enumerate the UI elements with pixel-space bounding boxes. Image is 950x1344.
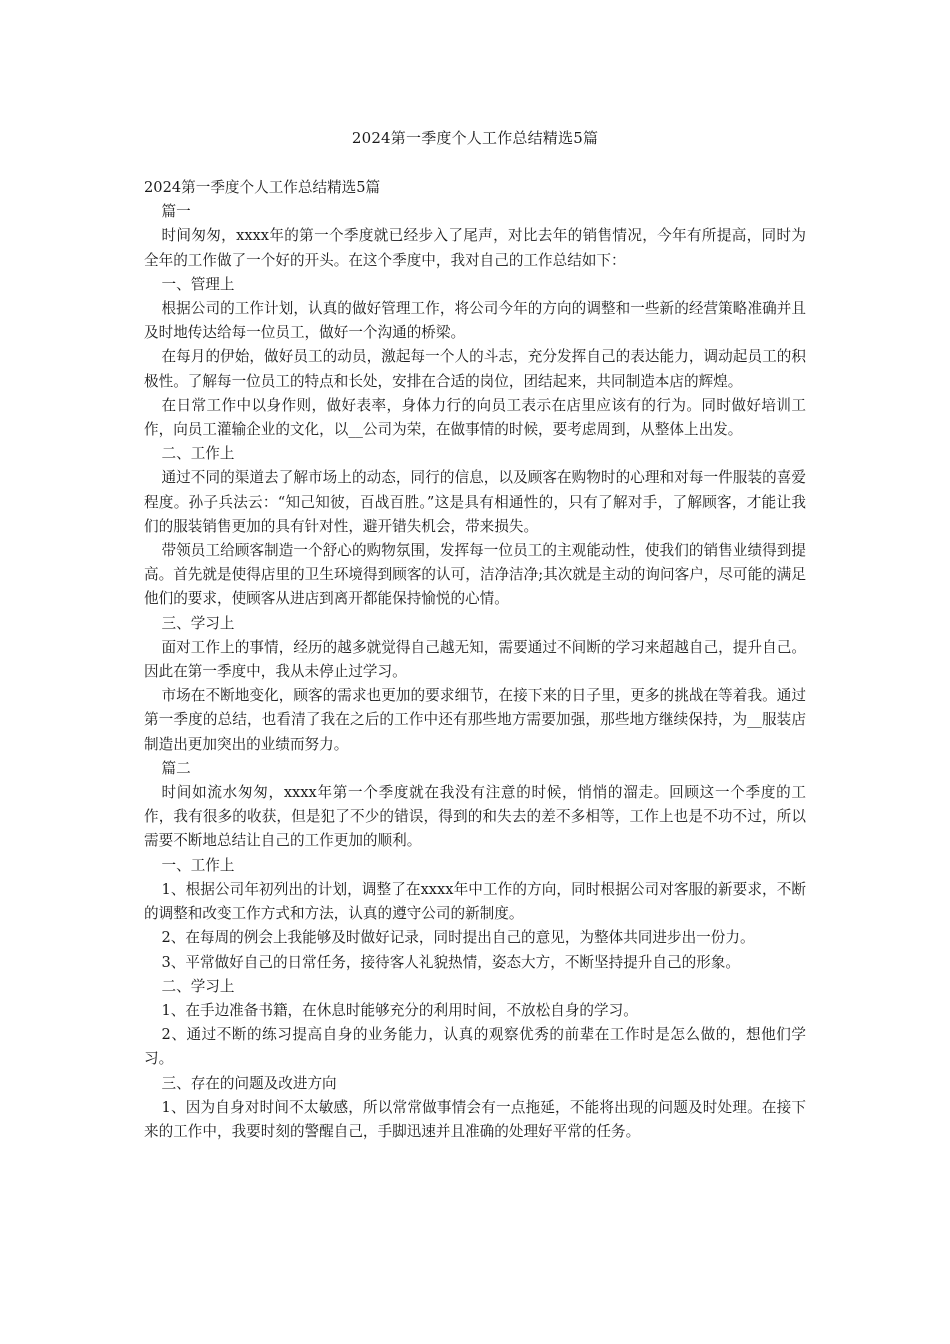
paragraph: 根据公司的工作计划，认真的做好管理工作，将公司今年的方向的调整和一些新的经营策略准确并且及时地传达给每一位员工，做好一个沟通的桥梁。 xyxy=(144,300,806,342)
document-body xyxy=(144,176,806,1144)
list-item: 2、通过不断的练习提高自身的业务能力，认真的观察优秀的前辈在工作时是怎么做的，想他们学习。 xyxy=(144,1026,806,1068)
list-item: 3、平常做好自己的日常任务，接待客人礼貌热情，姿态大方，不断坚持提升自己的形象。 xyxy=(161,953,740,971)
list-item: 1、根据公司年初列出的计划，调整了在xxxx年中工作的方向，同时根据公司对客服的新要求，不断的调整和改变工作方式和方法，认真的遵守公司的新制度。 xyxy=(144,880,806,923)
list-item: 2、在每周的例会上我能够及时做好记录，同时提出自己的意见，为整体共同进步出一份力。 xyxy=(161,929,755,947)
paragraph: 面对工作上的事情，经历的越多就觉得自己越无知，需要通过不间断的学习来超越自己，提升自己。因此在第一季度中，我从未停止过学习。 xyxy=(144,638,806,681)
paragraph: 在日常工作中以身作则，做好表率，身体力行的向员工表示在店里应该有的行为。同时做好培训工作，向员工灌输企业的文化，以__公司为荣，在做事情的时候，要考虑周到，从整体上出发。 xyxy=(144,396,806,439)
section-heading: 三、存在的问题及改进方向 xyxy=(161,1074,337,1092)
section-heading: 三、学习上 xyxy=(161,614,235,632)
section-heading: 一、管理上 xyxy=(161,275,235,293)
section-heading: 一、工作上 xyxy=(161,856,235,874)
paragraph: 带领员工给顾客制造一个舒心的购物氛围，发挥每一位员工的主观能动性，使我们的销售业绩得到提高。首先就是使得店里的卫生环境得到顾客的认可，洁净洁净;其次就是主动的询问客户，尽可能的满足他们的要求，使顾客从进店到离开都能保持愉悦的心情。 xyxy=(144,542,806,608)
section-heading: 二、学习上 xyxy=(161,977,235,995)
section-heading-part-2: 篇二 xyxy=(161,759,191,777)
section-heading-part-1: 篇一 xyxy=(161,203,191,221)
paragraph: 市场在不断地变化，顾客的需求也更加的要求细节，在接下来的日子里，更多的挑战在等着我。通过第一季度的总结，也看清了我在之后的工作中还有那些地方需要加强，那些地方继续保持，为__服装店制造出更加突出的业绩而努力。 xyxy=(144,687,806,753)
paragraph: 在每月的伊始，做好员工的动员，激起每一个人的斗志，充分发挥自己的表达能力，调动起员工的积极性。了解每一位员工的特点和长处，安排在合适的岗位，团结起来，共同制造本店的辉煌。 xyxy=(144,348,806,390)
list-item: 1、在手边准备书籍，在休息时能够充分的利用时间，不放松自身的学习。 xyxy=(161,1001,638,1019)
document-subtitle: 2024第一季度个人工作总结精选5篇 xyxy=(144,179,381,196)
paragraph: 时间如流水匆匆，xxxx年第一个季度就在我没有注意的时候，悄悄的溜走。回顾这一个季度的工作，我有很多的收获，但是犯了不少的错误，得到的和失去的差不多相等，工作上也是不功不过，所以需要不断地总结让自己的工作更加的顺利。 xyxy=(144,784,806,850)
paragraph: 时间匆匆，xxxx年的第一个季度就已经步入了尾声，对比去年的销售情况，今年有所提高，同时为全年的工作做了一个好的开头。在这个季度中，我对自己的工作总结如下： xyxy=(144,227,806,269)
paragraph: 通过不同的渠道去了解市场上的动态，同行的信息，以及顾客在购物时的心理和对每一件服装的喜爱程度。孙子兵法云：“知己知彼，百战百胜。”这是具有相通性的，只有了解对手，了解顾客，才能让我们的服装销售更加的具有针对性，避开错失机会，带来损失。 xyxy=(144,469,806,535)
list-item: 1、因为自身对时间不太敏感，所以常常做事情会有一点拖延，不能将出现的问题及时处理。在接下来的工作中，我要时刻的警醒自己，手脚迅速并且准确的处理好平常的任务。 xyxy=(144,1098,806,1140)
document-title: 2024第一季度个人工作总结精选5篇 xyxy=(351,129,599,147)
section-heading: 二、工作上 xyxy=(161,445,235,463)
